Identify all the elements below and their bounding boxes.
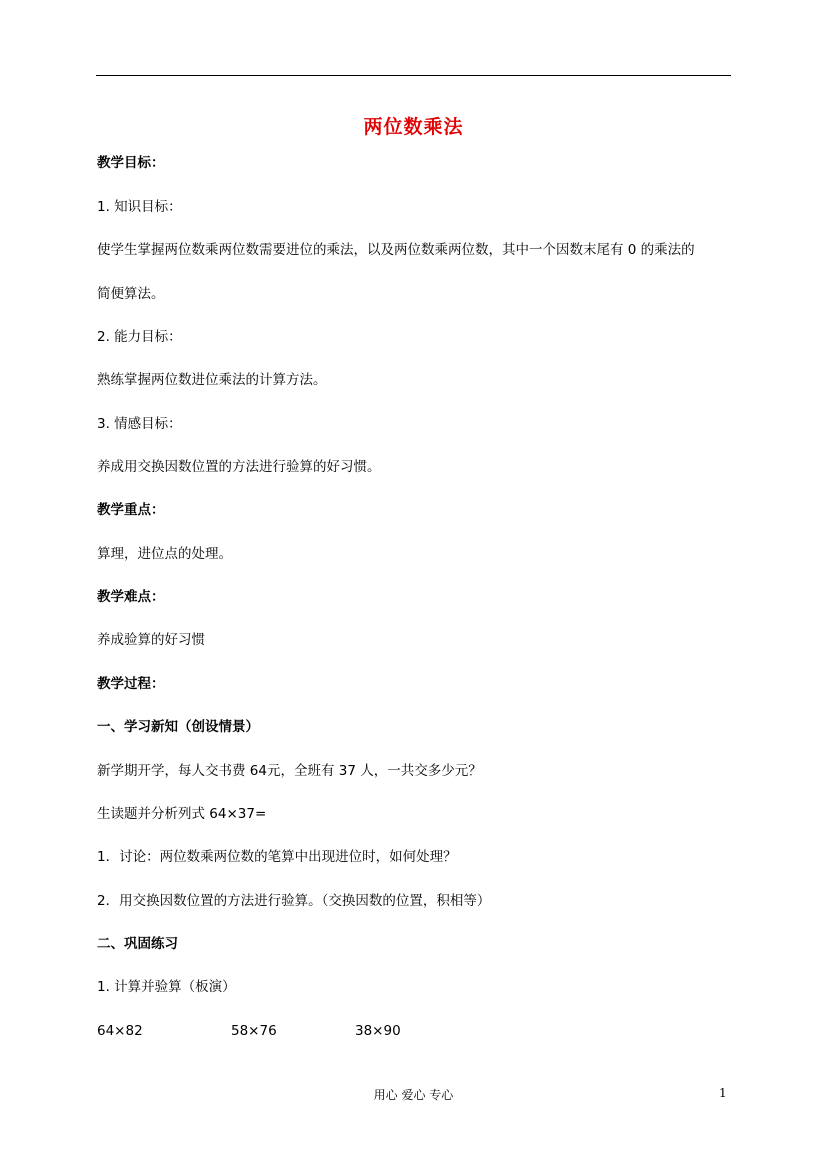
practice-item: 1. 计算并验算（板演）: [97, 979, 236, 995]
heading-teaching-goals: 教学目标：: [97, 155, 165, 171]
knowledge-goal-text: 使学生掌握两位数乘两位数需要进位的乘法，以及两位数乘两位数，其中一个因数末尾有 0 的乘法的: [97, 242, 695, 258]
heading-process: 教学过程：: [97, 676, 165, 692]
ability-goal-text: 熟练掌握两位数进位乘法的计算方法。: [97, 372, 327, 388]
page-number: 1: [719, 1086, 727, 1100]
heading-difficulties: 教学难点：: [97, 589, 165, 605]
section-practice: 二、巩固练习: [97, 936, 178, 952]
emotion-goal-text: 养成用交换因数位置的方法进行验算的好习惯。: [97, 459, 381, 475]
emotion-goal-label: 3. 情感目标：: [97, 416, 182, 432]
discussion-item: 1．讨论：两位数乘两位数的笔算中出现进位时，如何处理？: [97, 849, 457, 865]
equation-text: 生读题并分析列式 64×37=: [97, 806, 267, 822]
ability-goal-label: 2. 能力目标：: [97, 329, 182, 345]
difficulties-text: 养成验算的好习惯: [97, 632, 205, 648]
knowledge-goal-text-cont: 简便算法。: [97, 286, 165, 302]
section-new-knowledge: 一、学习新知（创设情景）: [97, 719, 259, 735]
calc-expression: 38×90: [355, 1023, 401, 1039]
verification-item: 2．用交换因数位置的方法进行验算。（交换因数的位置，积相等）: [97, 893, 491, 909]
calc-expression: 64×82: [97, 1023, 143, 1039]
knowledge-goal-label: 1. 知识目标：: [97, 199, 182, 215]
calc-expression: 58×76: [231, 1023, 277, 1039]
heading-key-points: 教学重点：: [97, 502, 165, 518]
key-points-text: 算理，进位点的处理。: [97, 546, 232, 562]
page-footer: 用心 爱心 专心: [373, 1088, 454, 1102]
calculation-row: [97, 1021, 401, 1041]
problem-text: 新学期开学，每人交书费 64元，全班有 37 人，一共交多少元？: [97, 763, 482, 779]
header-rule: [96, 75, 731, 76]
document-title: 两位数乘法: [363, 116, 464, 138]
